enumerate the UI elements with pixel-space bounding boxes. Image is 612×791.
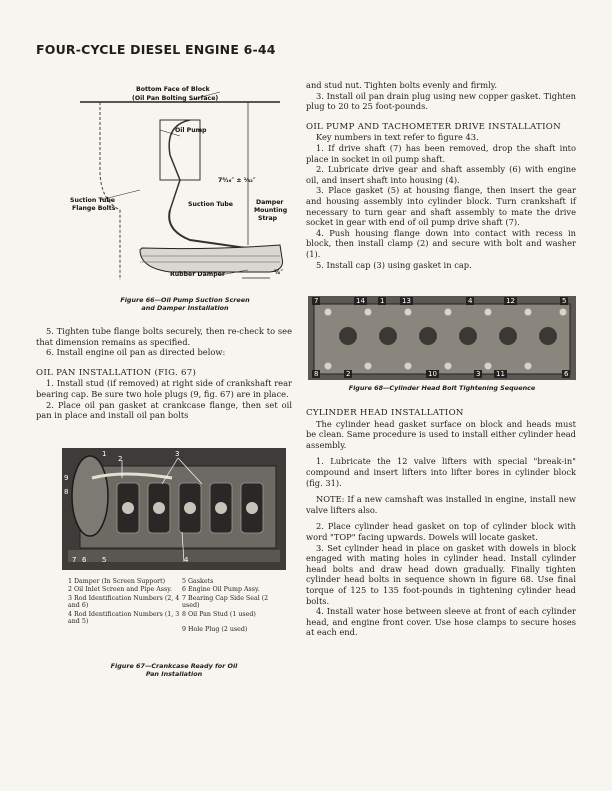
drive-step-2: 2. Lubricate drive gear and shaft assembly (6) with engine oil, and insert shaft into housing (4). [306, 164, 576, 185]
bolt-number-11: 11 [496, 370, 505, 378]
figure-66-diagram [70, 80, 300, 292]
step-6-paragraph: 6. Install engine oil pan as directed below: [46, 347, 226, 358]
label-suction-bolts: Suction Tube [70, 197, 115, 204]
callout-6: 6 [82, 556, 87, 564]
cylinder-head-step-1: 1. Lubricate the 12 valve lifters with special "break-in" compound and insert lifters into lifter bores in cylinder block (fig. 31). [306, 456, 576, 488]
right-text-column-bottom [306, 408, 576, 638]
step-5-paragraph: 5. Tighten tube flange bolts securely, then re-check to see that dimension remains as specified. [36, 326, 292, 347]
figure-68-photo [308, 296, 576, 380]
bolt-number-12: 12 [506, 297, 515, 305]
bolt-number-10: 10 [428, 370, 437, 378]
crankcase-photo [62, 448, 286, 570]
cylinder-head-note: NOTE: If a new camshaft was installed in engine, install new valve lifters also. [306, 494, 576, 515]
bolt-number-8: 8 [314, 370, 319, 378]
page-header: FOUR-CYCLE DIESEL ENGINE 6-44 [36, 42, 276, 57]
legend-item: 4 Rod Identification Numbers (1, 3 and 5) [68, 610, 180, 626]
legend-item: 8 Oil Pan Stud (1 used) [182, 610, 256, 618]
right-text-column-top [306, 80, 576, 270]
drive-installation-heading: OIL PUMP AND TACHOMETER DRIVE INSTALLATION [306, 121, 561, 132]
label-suction-bolts-2: Flange Bolts [72, 205, 116, 212]
label-bottom-face: Bottom Face of Block [136, 86, 210, 93]
bolt-number-14: 14 [356, 297, 365, 305]
bolt-number-1: 1 [380, 297, 385, 305]
bolt-number-6: 6 [564, 370, 569, 378]
legend-item: 7 Bearing Cap Side Seal (2 used) [182, 594, 269, 610]
callout-5: 5 [102, 556, 107, 564]
callout-3: 3 [175, 450, 180, 458]
label-damper-strap-3: Strap [258, 215, 278, 222]
callout-8: 8 [64, 488, 69, 496]
drive-step-4: 4. Push housing flange down into contact with recess in block, then install clamp (2) and secure with bolt and washer (1). [306, 227, 576, 259]
label-suction-tube: Suction Tube [188, 201, 233, 208]
bolt-number-7: 7 [314, 297, 319, 305]
bolt-number-4: 4 [468, 297, 473, 305]
cylinder-head-step-3: 3. Set cylinder head in place on gasket with dowels in block engaged with mating holes in cylinder head. Install cylinder head bolts and draw head down gradually. Finally tighten cylinder head bolts in sequence shown in figure 68. Use final torque of 125 to 135 foot-pounds in tightening cylinder head bolts. [306, 542, 576, 606]
cylinder-head-step-2: 2. Place cylinder head gasket on top of cylinder block with word "TOP" facing upwards. Dowels will locate gasket. [306, 521, 576, 542]
label-rubber-damper: Rubber Damper [170, 271, 225, 278]
label-gap: ¾″ [274, 269, 284, 276]
figure-67-photo [62, 448, 286, 570]
cylinder-head-photo [308, 296, 576, 380]
label-oil-pump: Oil Pump [175, 127, 207, 134]
bolt-number-3: 3 [476, 370, 481, 378]
cylinder-head-step-4: 4. Install water hose between sleeve at front of each cylinder head, and engine front cover. Use hose clamps to secure hoses at each end. [306, 606, 576, 638]
figure-67-caption: Figure 67—Crankcase Ready for Oil Pan Installation [110, 662, 238, 678]
bolt-number-13: 13 [402, 297, 411, 305]
oil-pump-drawing [70, 80, 300, 292]
figure-68-caption: Figure 68—Cylinder Head Bolt Tightening Sequence [348, 384, 536, 392]
callout-1: 1 [102, 450, 107, 458]
legend-item: 2 Oil Inlet Screen and Pipe Assy. [68, 586, 172, 594]
callout-4: 4 [184, 556, 189, 564]
legend-item: 5 Gaskets [182, 578, 214, 585]
oil-pan-step-1: 1. Install stud (if removed) at right side of crankshaft rear bearing cap. Be sure two hole plugs (9, fig. 67) are in place. [36, 378, 292, 399]
figure-67-legend [68, 578, 282, 635]
label-damper-strap-2: Mounting [254, 207, 288, 214]
callout-9: 9 [64, 474, 69, 482]
cylinder-head-installation-heading: CYLINDER HEAD INSTALLATION [306, 408, 464, 418]
label-bottom-face-2: (Oil Pan Bolting Surface) [132, 95, 219, 102]
callout-7: 7 [72, 556, 77, 564]
drive-intro: Key numbers in text refer to figure 43. [316, 132, 479, 143]
drive-step-5: 5. Install cap (3) using gasket in cap. [316, 259, 472, 270]
bolt-number-2: 2 [346, 370, 351, 378]
oil-pan-step-3: 3. Install oil pan drain plug using new copper gasket. Tighten plug to 20 to 25 foot-pounds. [306, 90, 576, 112]
continued-paragraph: and stud nut. Tighten bolts evenly and firmly. [306, 80, 497, 90]
legend-item: 9 Hole Plug (2 used) [182, 626, 248, 634]
legend-item: 3 Rod Identification Numbers (2, 4 and 6) [68, 594, 180, 610]
drive-step-1: 1. If drive shaft (7) has been removed, drop the shaft into place in socket in oil pump shaft. [306, 142, 576, 164]
bolt-number-5: 5 [562, 297, 567, 305]
label-damper-strap: Damper [256, 199, 284, 206]
label-dimension: 7⁵⁄₁₆″ ± ¹⁄₃₂″ [218, 177, 256, 184]
legend-item [68, 626, 182, 633]
callout-2: 2 [118, 455, 123, 463]
figure-66-caption: Figure 66—Oil Pump Suction Screen and Damper Installation [120, 296, 250, 312]
drive-step-3: 3. Place gasket (5) at housing flange, then insert the gear and housing assembly into cylinder block. Turn crankshaft if necessary to turn gear and shaft assembly to mate the drive socket in gear with end of oil pump drive shaft (7). [306, 185, 576, 228]
left-text-column [36, 326, 292, 421]
legend-item: 1 Damper (In Screen Support) [68, 578, 166, 585]
oil-pan-step-2: 2. Place oil pan gasket at crankcase flange, then set oil pan in place and install oil pan bolts [36, 399, 292, 421]
cylinder-head-intro: The cylinder head gasket surface on block and heads must be clean. Same procedure is used to install either cylinder head assembly. [306, 418, 576, 450]
oil-pan-installation-heading: OIL PAN INSTALLATION (FIG. 67) [36, 367, 197, 378]
legend-item: 6 Engine Oil Pump Assy. [182, 586, 260, 594]
